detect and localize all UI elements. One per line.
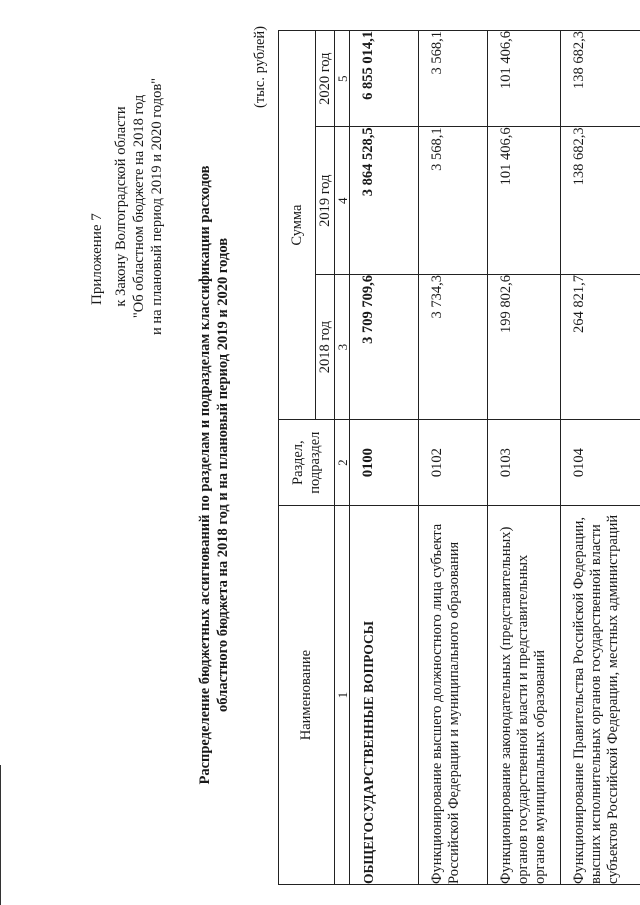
column-number: 3 — [335, 275, 350, 420]
row-amount-2020: 101 406,6 — [488, 31, 561, 127]
row-code: 0104 — [561, 420, 640, 506]
header-year-2020: 2020 год — [316, 31, 335, 127]
table-row — [561, 31, 640, 885]
table-row-total — [350, 31, 419, 885]
column-number: 5 — [335, 31, 350, 127]
header-year-2018: 2018 год — [316, 275, 335, 420]
document-title-line: Распределение бюджетных ассигнований по разделам и подразделам классификации расходов — [197, 165, 213, 785]
row-amount-2018: 199 802,6 — [488, 275, 561, 420]
table-header-row — [279, 31, 316, 885]
row-amount-2018: 3 709 709,6 — [350, 275, 419, 420]
law-reference-line: к Закону Волгоградской области — [113, 106, 129, 307]
row-code: 0100 — [350, 420, 419, 506]
row-name: ОБЩЕГОСУДАРСТВЕННЫЕ ВОПРОСЫ — [350, 506, 419, 885]
header-section: Раздел, подраздел — [279, 420, 335, 506]
document-title-line: областного бюджета на 2018 год и на плановый период 2019 и 2020 годов — [215, 237, 231, 713]
header-year-2019: 2019 год — [316, 127, 335, 275]
budget-table — [278, 30, 640, 885]
column-number-row — [335, 31, 350, 885]
appendix-label: Приложение 7 — [89, 213, 105, 305]
row-name: Функционирование законодательных (представительных) органов государственной власти и представительных органов муниципальных образований — [488, 506, 561, 885]
units-note: (тыс. рублей) — [252, 26, 268, 108]
scan-edge-line — [0, 765, 1, 905]
row-amount-2020: 138 682,3 — [561, 31, 640, 127]
law-reference — [112, 78, 166, 335]
row-name: Функционирование Правительства Российской Федерации, высших исполнительных органов государственной власти субъектов Российской Федерации, местных администраций — [561, 506, 640, 885]
row-amount-2019: 101 406,6 — [488, 127, 561, 275]
row-amount-2018: 3 734,3 — [419, 275, 488, 420]
column-number: 4 — [335, 127, 350, 275]
row-amount-2018: 264 821,7 — [561, 275, 640, 420]
row-amount-2019: 138 682,3 — [561, 127, 640, 275]
header-amount: Сумма — [279, 31, 316, 420]
row-amount-2020: 3 568,1 — [419, 31, 488, 127]
table-row — [419, 31, 488, 885]
row-code: 0103 — [488, 420, 561, 506]
row-amount-2019: 3 864 528,5 — [350, 127, 419, 275]
row-code: 0102 — [419, 420, 488, 506]
table-row — [488, 31, 561, 885]
row-amount-2020: 6 855 014,1 — [350, 31, 419, 127]
document-title — [196, 105, 232, 845]
row-amount-2019: 3 568,1 — [419, 127, 488, 275]
header-name: Наименование — [279, 506, 335, 885]
row-name: Функционирование высшего должностного лица субъекта Российской Федерации и муниципального образования — [419, 506, 488, 885]
column-number: 2 — [335, 420, 350, 506]
law-reference-line: "Об областном бюджете на 2018 год — [131, 94, 147, 319]
column-number: 1 — [335, 506, 350, 885]
law-reference-line: и на плановый период 2019 и 2020 годов" — [149, 77, 165, 335]
